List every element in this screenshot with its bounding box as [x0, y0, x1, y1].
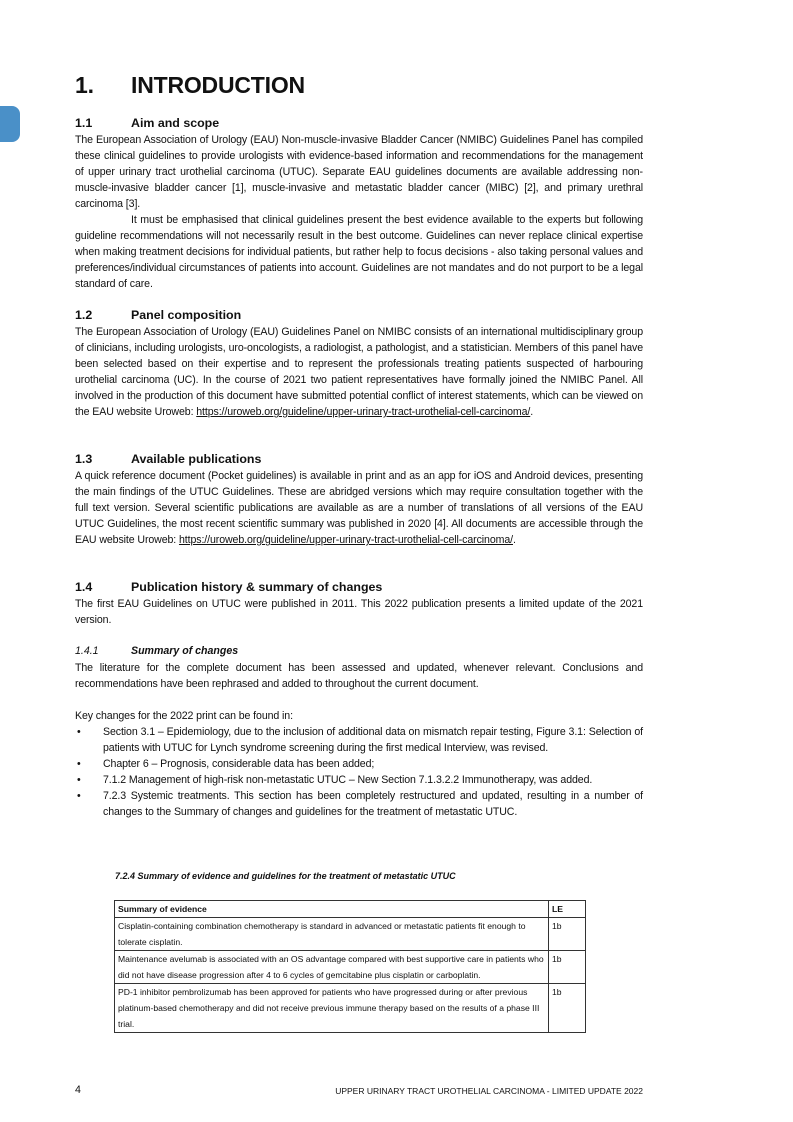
table-number: 7.2.4	[115, 871, 136, 881]
uroweb-guideline-link[interactable]: https://uroweb.org/guideline/upper-urinary-tract-urothelial-cell-carcinoma/	[196, 406, 531, 418]
table-header-row	[115, 901, 586, 918]
panel-composition-text: The European Association of Urology (EAU) Guidelines Panel on NMIBC consists of an international multidisciplinary group of clinicians, including urologists, uro-oncologists, a radiologist, a pathologist, and a statistician. Members of this panel have been selected based on their expertise and to represent the professionals treating patients suspected of harbouring urothelial carcinoma (UC). In the course of 2021 two patient representatives have formally joined the NMIBC Panel. All involved in the production of this document have submitted potential conflict of interest statements, which can be viewed on the EAU website Uroweb:	[75, 326, 643, 418]
table-row	[115, 951, 586, 984]
chapter-number: 1.	[75, 72, 94, 98]
section-heading-publication-history	[75, 580, 382, 594]
panel-composition-paragraph	[75, 324, 643, 420]
table-row	[115, 984, 586, 1033]
panel-composition-end: .	[530, 406, 534, 418]
aim-scope-paragraph-1: The European Association of Urology (EAU) Non-muscle-invasive Bladder Cancer (NMIBC) Guidelines Panel has compiled these clinical guidelines to provide urologists with evidence-based information and recommendations for the management of upper urinary tract urothelial carcinoma (UTUC). Separate EAU guidelines documents are available addressing non-muscle-invasive bladder cancer [1], muscle-invasive and metastatic bladder cancer (MIBC) [2], and primary urethral carcinoma [3].	[75, 134, 643, 210]
footer-page-number: 4	[75, 1084, 81, 1096]
subsection-title: Summary of changes	[131, 645, 239, 657]
summary-of-changes-paragraph: The literature for the complete document has been assessed and updated, whenever relevant. Conclusions and recommendations have been rephrased and added to throughout the current document.	[75, 662, 643, 690]
header-summary-of-evidence: Summary of evidence	[115, 901, 549, 918]
evidence-cell: Cisplatin-containing combination chemotherapy is standard in advanced or metastatic patients fit enough to tolerate cisplatin.	[115, 918, 549, 951]
section-title: Aim and scope	[131, 116, 220, 130]
le-cell: 1b	[549, 951, 586, 984]
section-heading-available-publications	[75, 452, 261, 466]
available-publications-text: A quick reference document (Pocket guidelines) is available in print and as an app for iOS and Android devices, presenting the main findings of the UTUC Guidelines. These are abridged versions which may require consultation together with the full text version. Several scientific publications are available as are a number of translations of all versions of the EAU UTUC Guidelines, the most recent scientific summary was published in 2020 [4]. All documents are accessible through the EAU website Uroweb:	[75, 470, 643, 546]
section-heading-panel-composition	[75, 308, 241, 322]
section-number: 1.4	[75, 580, 93, 594]
chapter-tab-marker	[0, 106, 20, 142]
key-changes-list	[75, 724, 643, 820]
list-item: • 7.2.3 Systemic treatments. This section has been completely restructured and updated, resulting in a number of changes to the Summary of changes and guidelines for the treatment of metastatic UTUC.	[75, 788, 643, 820]
table-title: Summary of evidence and guidelines for the treatment of metastatic UTUC	[137, 871, 456, 881]
section-number: 1.3	[75, 452, 93, 466]
available-publications-end: .	[513, 534, 516, 546]
aim-scope-paragraph-2: It must be emphasised that clinical guidelines present the best evidence available to the experts but following guideline recommendations will not necessarily result in the best outcome. Guidelines can never replace clinical expertise when making treatment decisions for individual patients, but rather help to focus decisions - also taking personal values and preferences/individual circumstances of patients into account. Guidelines are not mandates and do not purport to be a legal standard of care.	[75, 214, 643, 290]
uroweb-guideline-link[interactable]: https://uroweb.org/guideline/upper-urinary-tract-urothelial-cell-carcinoma/	[178, 534, 513, 546]
le-cell: 1b	[549, 918, 586, 951]
chapter-title: INTRODUCTION	[131, 72, 305, 98]
evidence-cell: PD-1 inhibitor pembrolizumab has been approved for patients who have progressed during or after previous platinum-based chemotherapy and did not receive previous immune therapy based on the results of a phase III trial.	[115, 984, 549, 1033]
key-changes-intro: Key changes for the 2022 print can be found in:	[75, 710, 293, 722]
list-item: • Section 3.1 – Epidemiology, due to the inclusion of additional data on mismatch repair testing, Figure 3.1: Selection of patients with UTUC for Lynch syndrome screening during the first medical Interview, was revised.	[75, 724, 643, 756]
list-item: • 7.1.2 Management of high-risk non-metastatic UTUC – New Section 7.1.3.2.2 Immunotherapy, was added.	[75, 772, 643, 788]
available-publications-paragraph	[75, 468, 643, 548]
table-caption	[115, 871, 456, 881]
section-number: 1.2	[75, 308, 93, 322]
table-row	[115, 918, 586, 951]
section-title: Panel composition	[131, 308, 242, 322]
le-cell: 1b	[549, 984, 586, 1033]
evidence-cell: Maintenance avelumab is associated with an OS advantage compared with best supportive care in patients who did not have disease progression after 4 to 6 cycles of gemcitabine plus cisplatin or carboplatin.	[115, 951, 549, 984]
section-title: Publication history & summary of changes	[131, 580, 383, 594]
evidence-table	[114, 900, 586, 1033]
footer-running-title: UPPER URINARY TRACT UROTHELIAL CARCINOMA - LIMITED UPDATE 2022	[335, 1086, 643, 1096]
section-number: 1.1	[75, 116, 93, 130]
subsection-heading-summary-of-changes	[75, 645, 238, 657]
list-item: • Chapter 6 – Prognosis, considerable data has been added;	[75, 756, 643, 772]
publication-history-paragraph: The first EAU Guidelines on UTUC were published in 2011. This 2022 publication presents a limited update of the 2021 version.	[75, 598, 643, 626]
subsection-number: 1.4.1	[75, 645, 99, 657]
section-title: Available publications	[131, 452, 262, 466]
chapter-heading	[75, 72, 305, 99]
header-le: LE	[549, 901, 586, 918]
section-heading-aim-scope	[75, 116, 219, 130]
